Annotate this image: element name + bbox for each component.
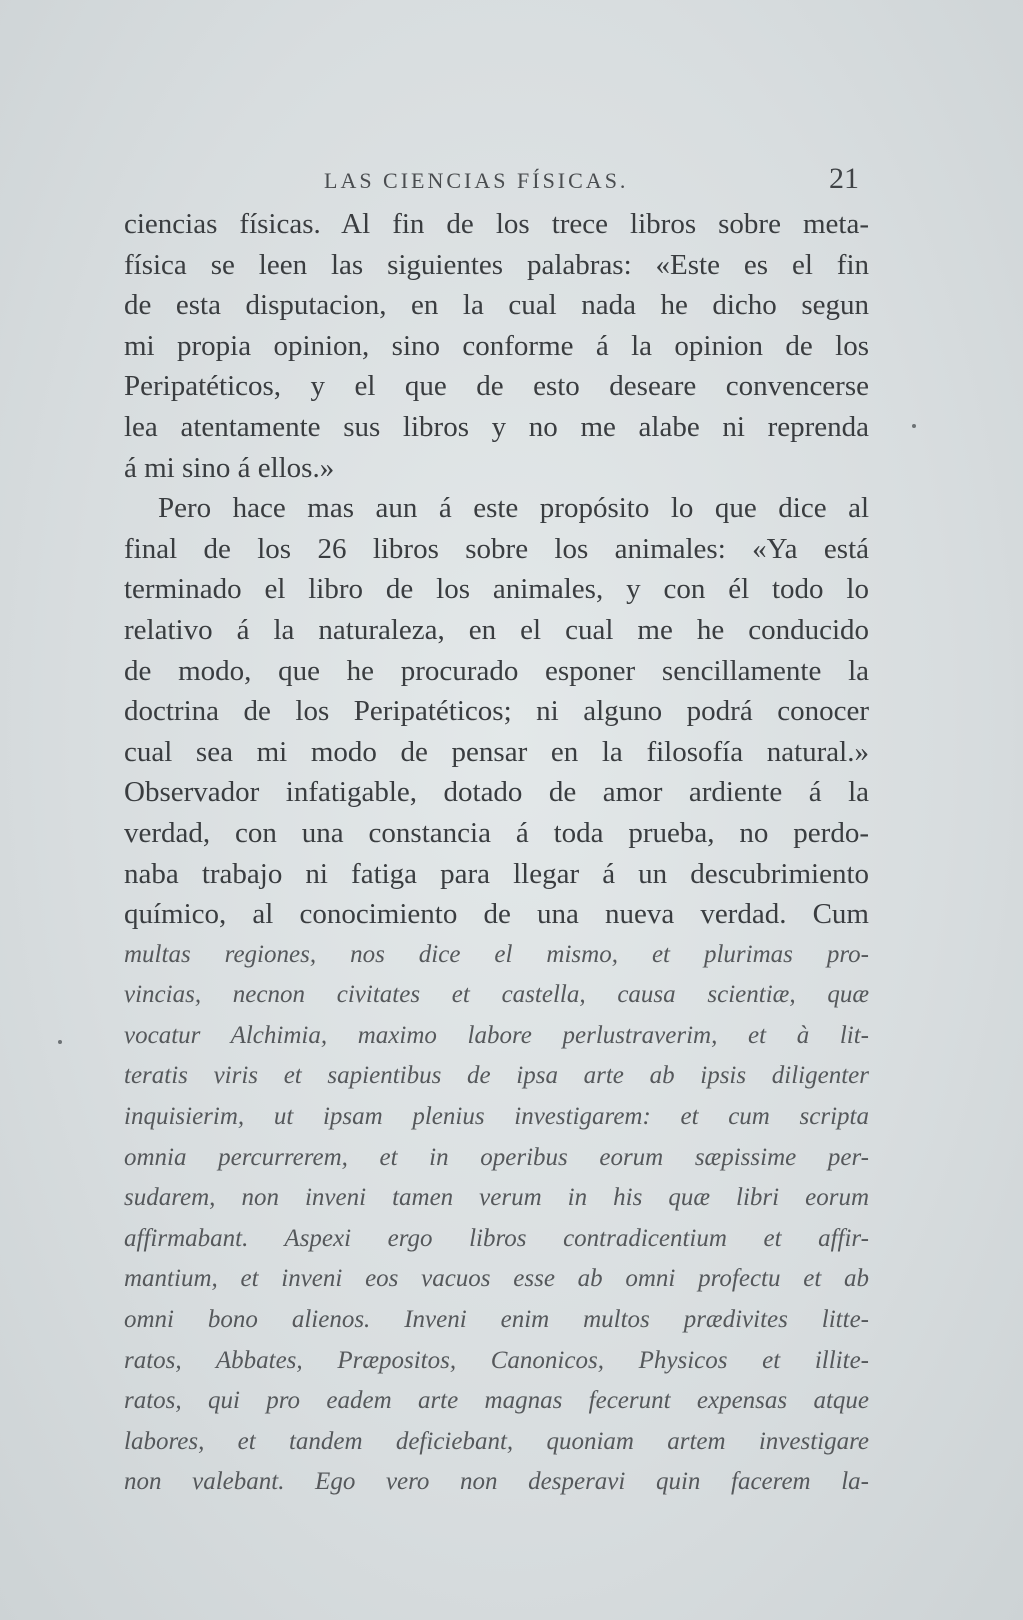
text-line: de modo, que he procurado esponer sencillamente la [124, 654, 869, 687]
text-line: mantium, et inveni eos vacuos esse ab omni profectu et ab [124, 1265, 869, 1293]
paper-speck [912, 424, 916, 428]
text-line: mi propia opinion, sino conforme á la opinion de los [124, 329, 869, 362]
text-line: terminado el libro de los animales, y con él todo lo [124, 573, 869, 606]
text-line: ciencias físicas. Al fin de los trece libros sobre meta- [124, 208, 869, 240]
text-line: de esta disputacion, en la cual nada he dicho segun [124, 289, 869, 322]
text-line: á mi sino á ellos.» [124, 451, 335, 484]
paper-speck [58, 1040, 62, 1044]
text-line: inquisierim, ut ipsam plenius investigarem: et cum scripta [124, 1103, 869, 1131]
text-line: cual sea mi modo de pensar en la filosofía natural.» [124, 735, 869, 768]
text-line: labores, et tandem deficiebant, quoniam artem investigare [124, 1427, 869, 1455]
text-line: relativo á la naturaleza, en el cual me he conducido [124, 613, 869, 646]
text-line: doctrina de los Peripatéticos; ni alguno podrá conocer [124, 695, 869, 728]
text-line: final de los 26 libros sobre los animales: «Ya está [124, 532, 869, 565]
body-text [124, 204, 869, 1503]
text-line: ratos, qui pro eadem arte magnas fecerunt expensas atque [124, 1387, 869, 1415]
running-head [124, 162, 869, 198]
text-line: lea atentamente sus libros y no me alabe ni reprenda [124, 410, 869, 443]
text-line: omnia percurrerem, et in operibus eorum sæpissime per- [124, 1143, 869, 1171]
text-line: Peripatéticos, y el que de esto deseare convencerse [124, 370, 869, 403]
text-line: Pero hace mas aun á este propósito lo que dice al [158, 492, 869, 525]
text-line: Observador infatigable, dotado de amor ardiente á la [124, 776, 869, 809]
text-line: vocatur Alchimia, maximo labore perlustraverim, et à lit- [124, 1021, 869, 1049]
text-line: verdad, con una constancia á toda prueba, no perdo- [124, 816, 869, 849]
text-line: ratos, Abbates, Præpositos, Canonicos, Physicos et illite- [124, 1346, 869, 1374]
text-line: multas regiones, nos dice el mismo, et plurimas pro- [124, 940, 869, 968]
text-line: non valebant. Ego vero non desperavi quin facerem la- [124, 1468, 869, 1496]
text-line: sudarem, non inveni tamen verum in his quæ libri eorum [124, 1184, 869, 1212]
text-line: omni bono alienos. Inveni enim multos prædivites litte- [124, 1306, 869, 1334]
text-line: física se leen las siguientes palabras: «Este es el fin [124, 248, 869, 281]
running-title: LAS CIENCIAS FÍSICAS. [324, 168, 629, 193]
text-line: teratis viris et sapientibus de ipsa arte ab ipsis diligenter [124, 1062, 869, 1090]
text-line: químico, al conocimiento de una nueva verdad. Cum [124, 898, 869, 931]
text-line: affirmabant. Aspexi ergo libros contradicentium et affir- [124, 1224, 869, 1252]
text-line: naba trabajo ni fatiga para llegar á un descubrimiento [124, 857, 869, 890]
page-number: 21 [829, 162, 859, 195]
text-line: vincias, necnon civitates et castella, causa scientiæ, quæ [124, 981, 869, 1009]
